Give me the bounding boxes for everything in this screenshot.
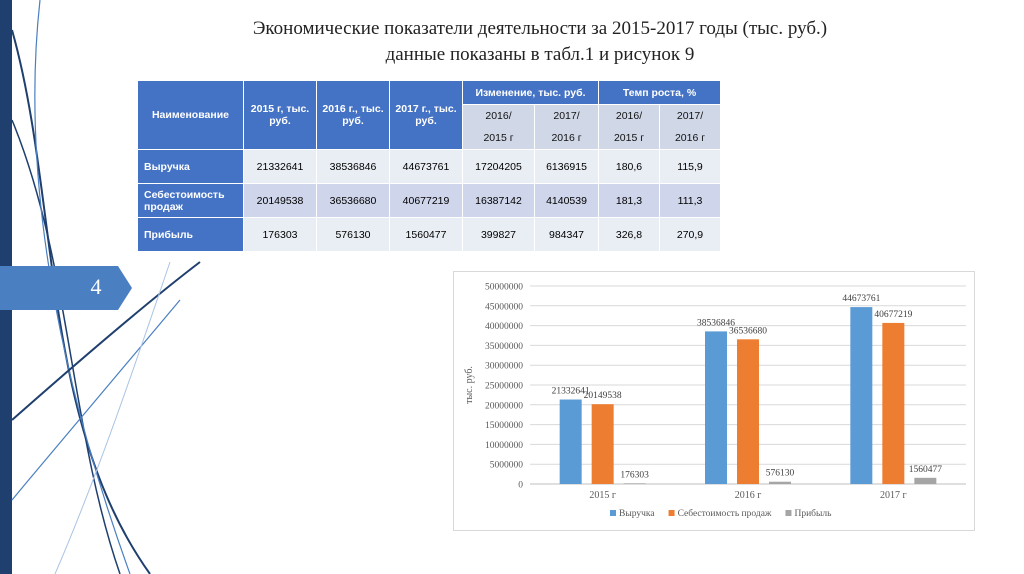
bar-Прибыль <box>624 483 646 484</box>
subheader-rate-2016: 2016/ 2015 г <box>599 105 660 150</box>
cell-rate-2017: 111,3 <box>660 184 721 218</box>
bar-chart-frame <box>453 271 975 531</box>
subheader-change-2016: 2016/ 2015 г <box>463 105 535 150</box>
page-number-tab <box>0 266 132 310</box>
legend-swatch-Прибыль <box>785 510 791 516</box>
y-tick-label: 10000000 <box>485 440 523 451</box>
cell-2016: 38536846 <box>317 150 390 184</box>
bar-Себестоимость продаж <box>737 339 759 484</box>
cell-change-2016: 16387142 <box>463 184 535 218</box>
legend-label: Себестоимость продаж <box>677 509 772 519</box>
y-tick-label: 50000000 <box>485 282 523 293</box>
legend-label: Прибыль <box>794 509 832 519</box>
legend-label: Выручка <box>619 509 655 519</box>
y-tick-label: 25000000 <box>485 381 523 392</box>
cell-rate-2016: 180,6 <box>599 150 660 184</box>
data-label: 40677219 <box>874 309 913 320</box>
cell-2015: 176303 <box>244 218 317 252</box>
y-tick-label: 30000000 <box>485 361 523 372</box>
cell-change-2017: 4140539 <box>535 184 599 218</box>
y-tick-label: 5000000 <box>489 460 523 471</box>
header-2015: 2015 г, тыс. руб. <box>244 81 317 150</box>
cell-2017: 1560477 <box>390 218 463 252</box>
cell-change-2016: 399827 <box>463 218 535 252</box>
bar-Прибыль <box>769 482 791 484</box>
y-axis-title: тыс. руб. <box>464 366 475 404</box>
cell-2016: 36536680 <box>317 184 390 218</box>
cell-2015: 20149538 <box>244 184 317 218</box>
subheader-rate-2017: 2017/ 2016 г <box>660 105 721 150</box>
cell-2017: 44673761 <box>390 150 463 184</box>
header-name: Наименование <box>138 81 244 150</box>
cell-2016: 576130 <box>317 218 390 252</box>
header-2016: 2016 г., тыс. руб. <box>317 81 390 150</box>
data-label: 176303 <box>620 470 649 481</box>
data-label: 36536680 <box>729 326 767 337</box>
page-number: 4 <box>90 274 102 299</box>
data-label: 44673761 <box>842 294 881 305</box>
x-tick-label: 2017 г <box>880 490 907 501</box>
cell-change-2017: 984347 <box>535 218 599 252</box>
data-label: 21332641 <box>551 386 590 397</box>
cell-2015: 21332641 <box>244 150 317 184</box>
table-row <box>138 184 721 218</box>
cell-rate-2017: 115,9 <box>660 150 721 184</box>
slide-title <box>190 16 890 68</box>
cell-change-2016: 17204205 <box>463 150 535 184</box>
y-tick-label: 20000000 <box>485 401 523 412</box>
y-tick-label: 15000000 <box>485 421 523 432</box>
cell-rate-2016: 326,8 <box>599 218 660 252</box>
table-row <box>138 150 721 184</box>
title-line-2: данные показаны в табл.1 и рисунок 9 <box>385 44 695 65</box>
x-tick-label: 2016 г <box>734 490 762 501</box>
row-label: Выручка <box>138 150 244 184</box>
header-2017: 2017 г., тыс. руб. <box>390 81 463 150</box>
cell-change-2017: 6136915 <box>535 150 599 184</box>
row-label: Себестоимость продаж <box>138 184 244 218</box>
bar-Себестоимость продаж <box>592 404 614 484</box>
x-tick-label: 2015 г <box>589 490 616 501</box>
y-tick-label: 40000000 <box>485 322 523 333</box>
subheader-change-2017: 2017/ 2016 г <box>535 105 599 150</box>
data-label: 20149538 <box>583 391 622 402</box>
data-label: 576130 <box>765 468 795 479</box>
economic-indicators-table <box>137 80 721 252</box>
cell-rate-2016: 181,3 <box>599 184 660 218</box>
bar-Себестоимость продаж <box>882 323 904 484</box>
bar-Выручка <box>560 400 582 484</box>
cell-rate-2017: 270,9 <box>660 218 721 252</box>
bar-Выручка <box>850 307 872 484</box>
data-label: 38536846 <box>697 318 735 329</box>
data-label: 1560477 <box>908 464 942 475</box>
table-row <box>138 218 721 252</box>
bar-chart <box>454 272 974 530</box>
header-change: Изменение, тыс. руб. <box>463 81 599 105</box>
y-tick-label: 0 <box>518 480 523 491</box>
header-rate: Темп роста, % <box>599 81 721 105</box>
row-label: Прибыль <box>138 218 244 252</box>
bar-Прибыль <box>914 478 936 484</box>
y-tick-label: 35000000 <box>485 341 523 352</box>
legend-swatch-Себестоимость продаж <box>669 510 675 516</box>
y-tick-label: 45000000 <box>485 302 523 313</box>
title-line-1: Экономические показатели деятельности за 2015-2017 годы (тыс. руб.) <box>252 18 828 39</box>
bar-Выручка <box>705 331 727 484</box>
cell-2017: 40677219 <box>390 184 463 218</box>
legend-swatch-Выручка <box>610 510 616 516</box>
